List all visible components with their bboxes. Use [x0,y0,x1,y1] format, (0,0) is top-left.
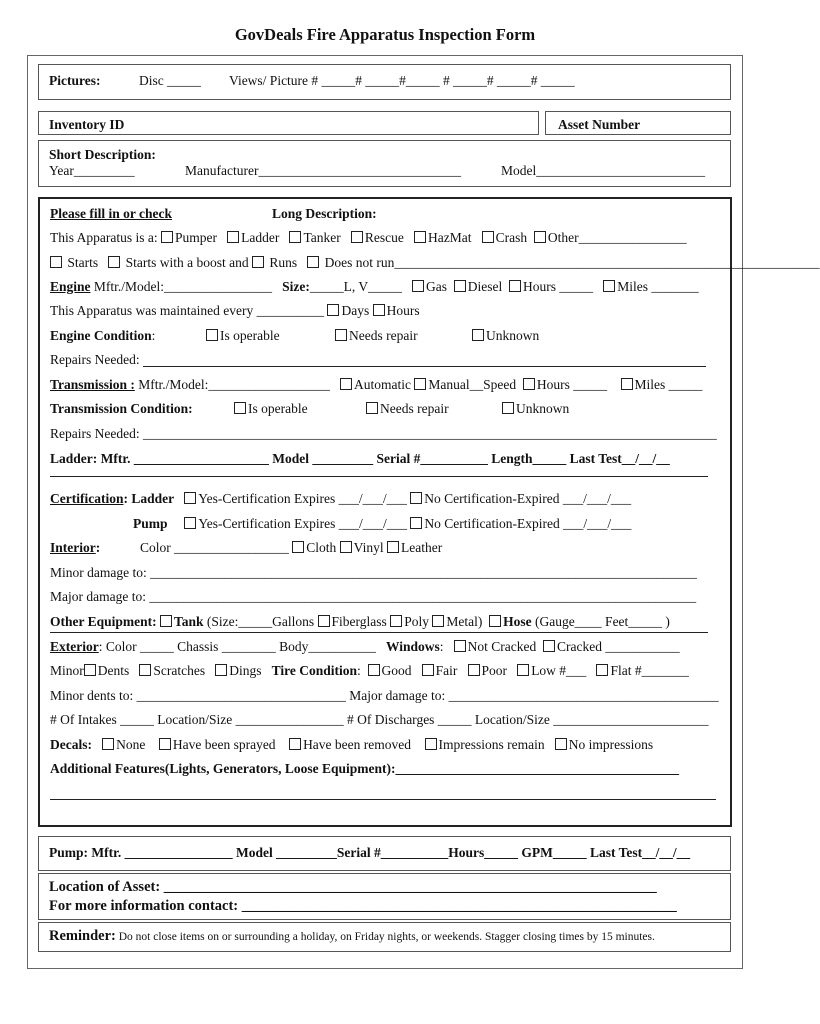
minor-dents-field[interactable]: Minor dents to: _______________________________ Major damage to: ________________________________________ [50,688,719,703]
does-not-run-label[interactable]: Does not run_______________________________________________________________ [324,255,820,270]
exterior-fields[interactable]: : Color _____ Chassis ________ Body__________ [98,639,376,654]
engine-repairs-line[interactable] [143,366,706,367]
decals-row [50,737,653,753]
ladder-no-cert-checkbox[interactable] [410,492,422,504]
tanker-label: Tanker [303,230,341,245]
engine-operable-label: Is operable [220,328,280,343]
year-field[interactable]: Year_________ [49,163,135,178]
pump-box [38,836,731,871]
engine-hours-checkbox[interactable] [509,280,521,292]
interior-color-field[interactable]: Color _________________ [140,540,289,555]
tire-fair-checkbox[interactable] [422,664,434,676]
tire-condition-label: Tire Condition [271,663,358,678]
tanker-checkbox[interactable] [289,231,301,243]
engine-row [50,279,699,295]
trans-unknown-label: Unknown [516,401,570,416]
manual-checkbox[interactable] [414,378,426,390]
equipment-divider [50,632,708,633]
crash-label: Crash [495,230,528,245]
metal-checkbox[interactable] [432,615,444,627]
decals-removed-checkbox[interactable] [289,738,301,750]
runs-label: Runs [269,255,298,270]
dents-checkbox[interactable] [84,664,96,676]
tank-label: Tank [174,614,204,629]
diesel-checkbox[interactable] [454,280,466,292]
runs-checkbox[interactable] [252,256,264,268]
hose-label: Hose [503,614,532,629]
engine-repairs-needed-label: Repairs Needed: [50,352,140,367]
pictures-box [38,64,731,100]
fiberglass-checkbox[interactable] [318,615,330,627]
other-label[interactable]: Other________________ [547,230,687,245]
does-not-run-checkbox[interactable] [307,256,319,268]
inventory-id-box[interactable] [38,111,539,135]
model-field[interactable]: Model_________________________ [501,163,705,178]
ladder-divider [50,476,708,477]
not-cracked-label: Not Cracked [467,639,537,654]
trans-miles-field[interactable]: Miles _____ [634,377,703,392]
vinyl-label: Vinyl [353,540,384,555]
windows-label: Windows [386,639,440,654]
not-cracked-checkbox[interactable] [454,640,466,652]
leather-checkbox[interactable] [387,541,399,553]
pump-yes-cert-field[interactable]: Yes-Certification Expires ___/___/___ [198,516,407,531]
transmission-row [50,377,702,393]
decals-impressions-label: Impressions remain [438,737,545,752]
starts-checkbox[interactable] [50,256,62,268]
engine-unknown-label: Unknown [486,328,540,343]
additional-features-line[interactable] [50,799,716,800]
decals-none-label: None [116,737,146,752]
trans-operable-label: Is operable [248,401,308,416]
apparatus-type-row [50,230,687,246]
tank-checkbox[interactable] [160,615,172,627]
major-damage-field[interactable]: Major damage to: _________________________________________________________________________________ [50,589,697,604]
pump-no-cert-checkbox[interactable] [410,517,422,529]
reminder-box [38,922,731,952]
maint-hours-checkbox[interactable] [373,304,385,316]
rescue-checkbox[interactable] [351,231,363,243]
starts-label: Starts [67,255,99,270]
cracked-field[interactable]: Cracked ___________ [557,639,680,654]
hazmat-checkbox[interactable] [414,231,426,243]
ladder-line-field[interactable]: Ladder: Mftr. ____________________ Model _________ Serial #__________ Length_____ Last Test__/__/__ [50,451,670,466]
maintained-field[interactable]: This Apparatus was maintained every __________ [50,303,325,318]
days-checkbox[interactable] [327,304,339,316]
trans-operable-checkbox[interactable] [234,402,246,414]
dings-checkbox[interactable] [215,664,227,676]
cloth-label: Cloth [306,540,337,555]
cert-pump-row [133,516,631,532]
views-field[interactable]: Views/ Picture # _____# _____#_____ # _____# _____# _____ [229,73,575,88]
pump-no-cert-field[interactable]: No Certification-Expired ___/___/___ [424,516,632,531]
decals-sprayed-checkbox[interactable] [159,738,171,750]
diesel-label: Diesel [467,279,503,294]
pictures-label: Pictures: [49,73,101,88]
other-equipment-row [50,614,670,630]
gas-checkbox[interactable] [412,280,424,292]
interior-row [140,540,442,556]
please-fill-label: Please fill in or check [50,206,172,221]
decals-no-impressions-label: No impressions [568,737,654,752]
trans-unknown-checkbox[interactable] [502,402,514,414]
decals-none-checkbox[interactable] [102,738,114,750]
ladder-checkbox[interactable] [227,231,239,243]
long-description-label: Long Description: [272,206,377,221]
asset-number-box[interactable] [545,111,731,135]
tire-low-checkbox[interactable] [517,664,529,676]
hose-checkbox[interactable] [489,615,501,627]
other-equipment-label: Other Equipment: [50,614,157,629]
short-description-box [38,140,731,187]
ladder-label: Ladder [241,230,280,245]
trans-needs-repair-label: Needs repair [380,401,449,416]
location-box [38,873,731,920]
decals-no-impressions-checkbox[interactable] [555,738,567,750]
additional-features-field[interactable]: Additional Features(Lights, Generators, Loose Equipment):__________________________________________ [50,761,680,776]
manual-label[interactable]: Manual__Speed [428,377,517,392]
trans-needs-repair-checkbox[interactable] [366,402,378,414]
engine-condition-label: Engine Condition [50,328,152,343]
certification-label: Certification [50,491,124,506]
intakes-field[interactable]: # Of Intakes _____ Location/Size ________________ # Of Discharges _____ Location/Size _______________________ [50,712,709,727]
automatic-label: Automatic [354,377,412,392]
trans-repairs-needed-field[interactable]: Repairs Needed: _____________________________________________________________________________________ [50,426,717,441]
decals-impressions-checkbox[interactable] [425,738,437,750]
cert-ladder-label: : Ladder [123,491,175,506]
dents-label: Dents [97,663,130,678]
poly-checkbox[interactable] [390,615,402,627]
hazmat-label: HazMat [428,230,472,245]
fiberglass-label: Fiberglass [331,614,387,629]
pumper-checkbox[interactable] [161,231,173,243]
minor-label: Minor [50,663,84,678]
exterior-row: Exterior: Color _____ Chassis ________ Body__________ Windows: Not Cracked Cracked ___________ [50,639,680,654]
leather-label: Leather [400,540,443,555]
apparatus-prefix: This Apparatus is a: [50,230,158,245]
ladder-yes-cert-checkbox[interactable] [184,492,196,504]
automatic-checkbox[interactable] [340,378,352,390]
ladder-no-cert-field[interactable]: No Certification-Expired ___/___/___ [424,491,632,506]
transmission-model-field[interactable]: Mftr./Model:__________________ [134,377,330,392]
ladder-yes-cert-field[interactable]: Yes-Certification Expires ___/___/___ [198,491,407,506]
manufacturer-field[interactable]: Manufacturer______________________________ [185,163,461,178]
scratches-checkbox[interactable] [139,664,151,676]
starts-row [50,255,820,271]
engine-needs-repair-label: Needs repair [349,328,418,343]
dings-label: Dings [229,663,262,678]
engine-unknown-checkbox[interactable] [472,329,484,341]
cert-ladder-row [50,491,631,507]
asset-number-label: Asset Number [558,117,641,132]
cloth-checkbox[interactable] [292,541,304,553]
engine-label: Engine [50,279,91,294]
cracked-checkbox[interactable] [543,640,555,652]
tire-flat-checkbox[interactable] [596,664,608,676]
reminder-label: Reminder: [49,928,116,944]
contact-field[interactable]: For more information contact: ____________________________________________________________ [49,898,677,914]
tire-poor-checkbox[interactable] [468,664,480,676]
form-title: GovDeals Fire Apparatus Inspection Form [234,25,536,44]
tire-low-field[interactable]: Low #___ [531,663,587,678]
maint-hours-label: Hours [386,303,420,318]
tire-good-label: Good [381,663,412,678]
reminder-text: Do not close items on or surrounding a holiday, on Friday nights, or weekends. Stagger closing times by 15 minutes. [115,931,655,943]
crash-checkbox[interactable] [482,231,494,243]
trans-miles-checkbox[interactable] [621,378,633,390]
engine-miles-field[interactable]: Miles _______ [617,279,699,294]
decals-sprayed-label: Have been sprayed [172,737,276,752]
trans-hours-field[interactable]: Hours _____ [536,377,607,392]
transmission-condition-label: Transmission Condition: [50,401,193,416]
metal-label: Metal) [446,614,483,629]
interior-label: Interior [50,540,96,555]
size-field[interactable]: _____L, V_____ [309,279,402,294]
starts-boost-checkbox[interactable] [108,256,120,268]
pumper-label: Pumper [175,230,217,245]
tank-size-field[interactable]: (Size:_____Gallons [203,614,315,629]
short-description-label: Short Description: [49,147,156,162]
decals-label: Decals: [50,737,92,752]
other-checkbox[interactable] [534,231,546,243]
trans-hours-checkbox[interactable] [523,378,535,390]
pump-line-field[interactable]: Pump: Mftr. ________________ Model _________Serial #__________Hours_____ GPM_____ Last Test__/__/__ [49,845,691,860]
pump-yes-cert-checkbox[interactable] [184,517,196,529]
disc-field[interactable]: Disc _____ [139,73,201,88]
rescue-label: Rescue [364,230,404,245]
tire-flat-field[interactable]: Flat #_______ [610,663,689,678]
exterior-label: Exterior [50,639,99,654]
tire-poor-label: Poor [481,663,508,678]
vinyl-checkbox[interactable] [340,541,352,553]
engine-hours-field[interactable]: Hours _____ [523,279,594,294]
starts-boost-label: Starts with a boost and [125,255,249,270]
maintained-row [50,303,420,319]
scratches-label: Scratches [153,663,206,678]
engine-model-field[interactable]: Mftr./Model:________________ [90,279,273,294]
engine-miles-checkbox[interactable] [603,280,615,292]
cert-pump-label: Pump [133,516,168,531]
engine-needs-repair-checkbox[interactable] [335,329,347,341]
tire-fair-label: Fair [435,663,458,678]
poly-label: Poly [404,614,429,629]
tire-good-checkbox[interactable] [368,664,380,676]
decals-removed-label: Have been removed [303,737,412,752]
days-label: Days [341,303,370,318]
transmission-label: Transmission : [50,377,135,392]
size-label: Size: [282,279,310,294]
location-field[interactable]: Location of Asset: ____________________________________________________________________ [49,879,657,895]
hose-gauge-field[interactable]: (Gauge____ Feet_____ ) [531,614,670,629]
inventory-id-label: Inventory ID [49,117,125,132]
engine-operable-checkbox[interactable] [206,329,218,341]
minor-tire-row: Minor Dents Scratches Dings Tire Condition: Good Fair Poor Low #___ Flat #_______ [50,663,689,678]
minor-damage-field[interactable]: Minor damage to: _________________________________________________________________________________ [50,565,697,580]
engine-condition-colon: : [151,328,156,343]
gas-label: Gas [426,279,448,294]
